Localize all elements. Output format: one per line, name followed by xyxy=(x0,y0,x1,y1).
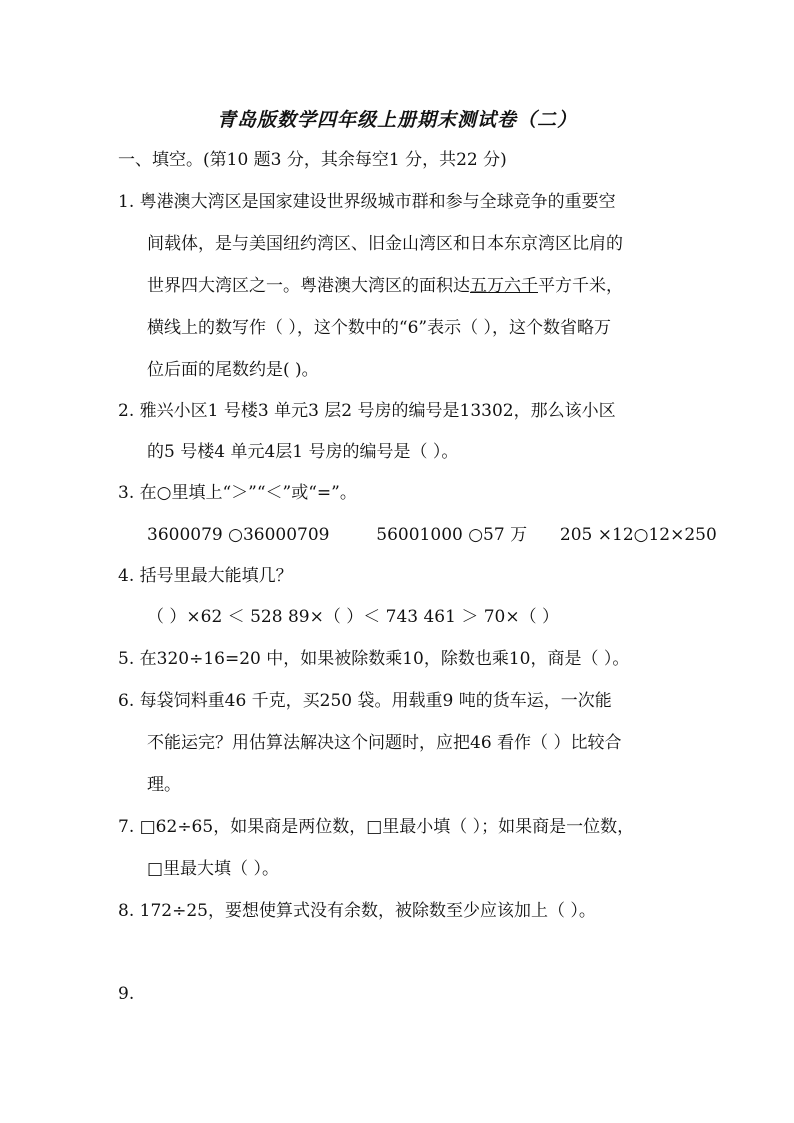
q1-line-5: 位后面的尾数约是( )。 xyxy=(147,360,319,380)
q5-line-1: 5. 在320÷16=20 中，如果被除数乘10，除数也乘10，商是（ ）。 xyxy=(118,649,630,669)
q6-line-3: 理。 xyxy=(147,775,181,795)
q1-line-3-text-b: 平方千米， xyxy=(538,276,623,296)
q8-line-1: 8. 172÷25，要想使算式没有余数，被除数至少应该加上（ ）。 xyxy=(118,901,596,921)
q1-underlined-number: 五万六千 xyxy=(470,276,538,296)
q1-line-1: 1. 粤港澳大湾区是国家建设世界级城市群和参与全球竞争的重要空 xyxy=(118,192,616,212)
q6-line-1: 6. 每袋饲料重46 千克，买250 袋。用载重9 吨的货车运，一次能 xyxy=(118,691,612,711)
q1-line-2: 间载体，是与美国纽约湾区、旧金山湾区和日本东京湾区比肩的 xyxy=(147,234,623,254)
section-header: 一、填空。(第10 题3 分，其余每空1 分，共22 分) xyxy=(118,150,507,170)
q3-expr-3: 205 ×12○12×250 xyxy=(559,525,717,545)
q9-line-1: 9. xyxy=(118,984,135,1004)
q1-line-4: 横线上的数写作（ ），这个数中的“6”表示（ ），这个数省略万 xyxy=(147,318,612,338)
q4-line-1: 4. 括号里最大能填几？ xyxy=(118,566,293,586)
q3-expr-1: 3600079 ○36000709 xyxy=(147,525,330,545)
q1-line-3 xyxy=(147,274,623,298)
q2-line-1: 2. 雅兴小区1 号楼3 单元3 层2 号房的编号是13302，那么该小区 xyxy=(118,401,616,421)
q6-line-2: 不能运完？用估算法解决这个问题时，应把46 看作（ ）比较合 xyxy=(147,733,622,753)
q3-expressions xyxy=(147,523,717,547)
q4-line-2: （ ）×62 ＜ 528 89×（ ）＜ 743 461 ＞ 70×（ ） xyxy=(147,607,560,627)
q7-line-2: □里最大填（ ）。 xyxy=(147,859,279,879)
q7-line-1: 7. □62÷65，如果商是两位数，□里最小填（ ）；如果商是一位数， xyxy=(118,817,635,837)
q2-line-2: 的5 号楼4 单元4层1 号房的编号是（ ）。 xyxy=(147,442,459,462)
page-title: 青岛版数学四年级上册期末测试卷（二） xyxy=(216,109,577,131)
q3-expr-2: 56001000 ○57 万 xyxy=(376,525,528,545)
q1-line-3-text-a: 世界四大湾区之一。粤港澳大湾区的面积达 xyxy=(147,276,470,296)
q3-line-1: 3. 在○里填上“＞”“＜”或“=”。 xyxy=(118,483,357,503)
